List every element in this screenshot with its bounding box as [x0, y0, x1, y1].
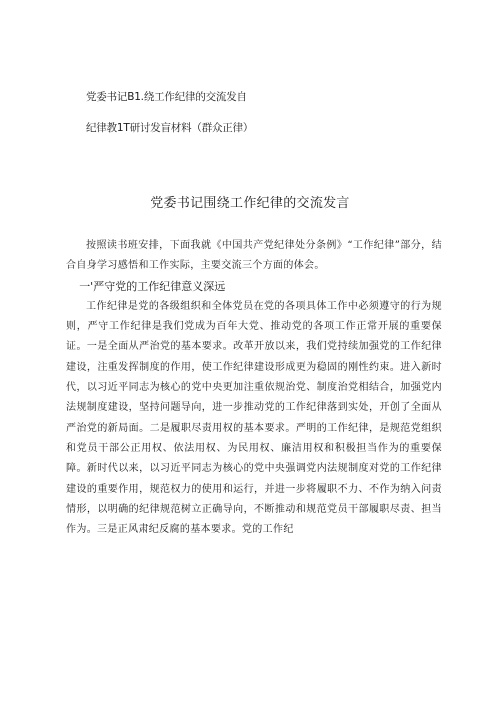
intro-paragraph: 按照读书班安排，下面我就《中国共产党纪律处分条例》“工作纪律”部分，结合自身学习感悟和工作实际，主要交流三个方面的体会。	[66, 240, 442, 272]
header-line-2: 纪律教1T研讨发盲材料（群众正律）	[86, 122, 254, 134]
document-body	[66, 236, 442, 540]
header-line-1: 党委书记B1.绕工作纪律的交流发自	[86, 91, 247, 103]
body-paragraph: 工作纪律是党的各级组织和全体党员在党的各项具体工作中必须遵守的行为规则，严守工作纪律是我们党成为百年大党、推动党的各项工作正常开展的重要保证。一是全面从严治党的基本要求。改革开放以来，我们党持续加强党的工作纪律建设，注重发挥制度的作用，使工作纪律建设形成更为稳固的刚性约束。进入新时代，以习近平同志为核心的党中央更加注重依规治党、制度治党相结合，加强党内法规制度建设，坚持问题导向，进一步推动党的工作纪律落到实处，开创了全面从严治党的新局面。二是履职尽责用权的基本要求。严明的工作纪律，是规范党组织和党员干部公正用权、依法用权、为民用权、廉洁用权和积极担当作为的重要保障。新时代以来，以习近平同志为核心的党中央强调党内法规制度对党的工作纪律建设的重要作用，规范权力的使用和运行，并进一步将履职不力、不作为纳入问责情形，以明确的纪律规范树立正确导向，不断推动和规范党员干部履职尽责、担当作为。三是正风肃纪反腐的基本要求。党的工作纪	[66, 300, 442, 536]
section-heading: 一'严守党的工作纪律意义深远	[79, 279, 226, 293]
document-title: 党委书记围绕工作纪律的交流发言	[150, 196, 350, 211]
